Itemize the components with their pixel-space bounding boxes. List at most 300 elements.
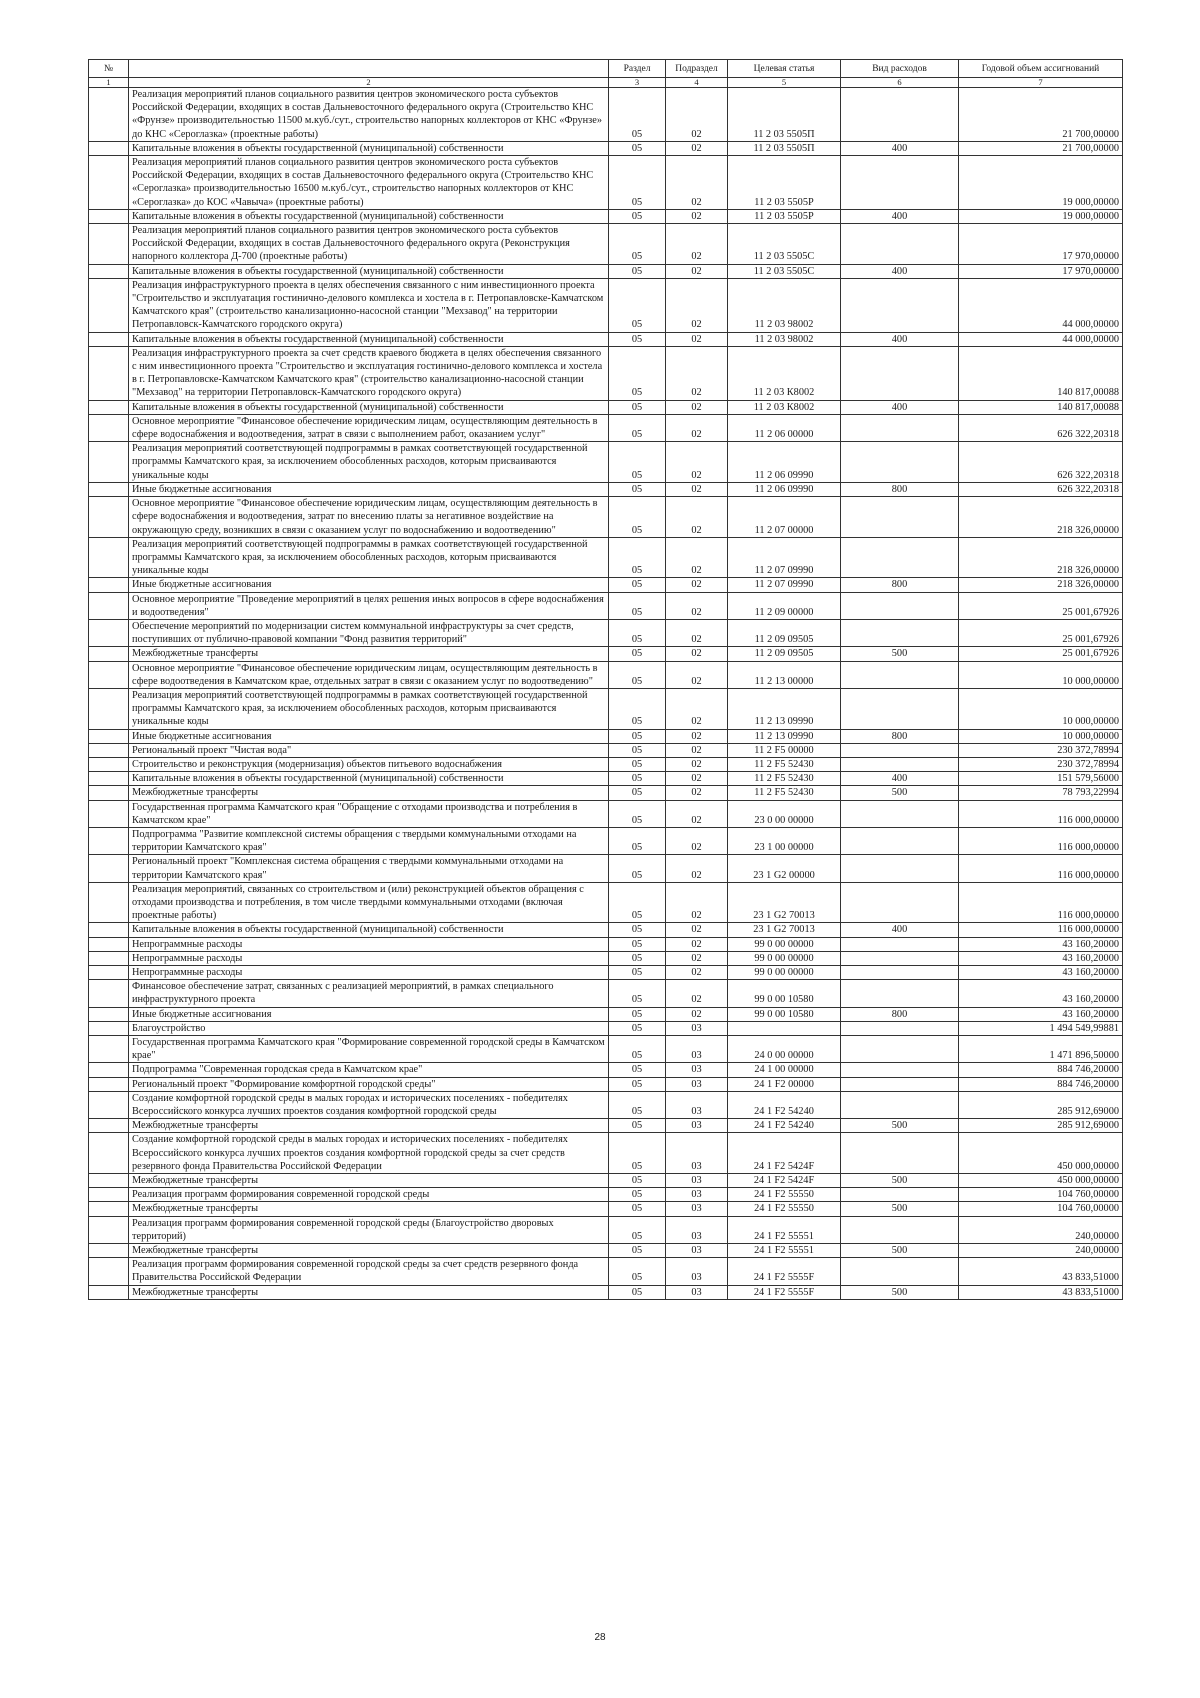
row-name-cell: Капитальные вложения в объекты государственной (муниципальной) собственности: [129, 264, 609, 278]
row-subsection-cell: 02: [666, 209, 728, 223]
row-article-cell: 11 2 07 00000: [728, 497, 841, 538]
row-no-cell: [89, 264, 129, 278]
row-expense-cell: [841, 156, 959, 210]
row-article-cell: 24 1 F2 5555F: [728, 1285, 841, 1299]
row-subsection-cell: 02: [666, 951, 728, 965]
row-subsection-cell: 02: [666, 923, 728, 937]
row-amount-cell: 218 326,00000: [959, 497, 1123, 538]
row-amount-cell: 43 160,20000: [959, 966, 1123, 980]
row-expense-cell: 500: [841, 1244, 959, 1258]
row-section-cell: 05: [609, 1021, 666, 1035]
row-article-cell: 11 2 07 09990: [728, 537, 841, 578]
row-expense-cell: 400: [841, 332, 959, 346]
table-row: [89, 661, 1123, 688]
row-name-cell: Непрограммные расходы: [129, 937, 609, 951]
row-no-cell: [89, 346, 129, 400]
table-row: [89, 647, 1123, 661]
row-article-cell: 11 2 03 К8002: [728, 400, 841, 414]
page-number: 28: [594, 1632, 606, 1643]
row-article-cell: 11 2 06 00000: [728, 414, 841, 441]
row-no-cell: [89, 332, 129, 346]
row-amount-cell: 626 322,20318: [959, 414, 1123, 441]
table-row: [89, 980, 1123, 1007]
row-article-cell: 99 0 00 00000: [728, 951, 841, 965]
row-subsection-cell: 02: [666, 400, 728, 414]
row-subsection-cell: 02: [666, 156, 728, 210]
row-no-cell: [89, 772, 129, 786]
row-no-cell: [89, 688, 129, 729]
table-row: [89, 882, 1123, 923]
row-section-cell: 05: [609, 647, 666, 661]
row-article-cell: 11 2 13 09990: [728, 688, 841, 729]
row-amount-cell: 151 579,56000: [959, 772, 1123, 786]
table-row: [89, 1091, 1123, 1118]
row-subsection-cell: 02: [666, 578, 728, 592]
row-article-cell: 99 0 00 00000: [728, 966, 841, 980]
row-amount-cell: 240,00000: [959, 1244, 1123, 1258]
row-article-cell: 11 2 F5 52430: [728, 757, 841, 771]
row-no-cell: [89, 209, 129, 223]
row-expense-cell: [841, 88, 959, 142]
table-row: [89, 966, 1123, 980]
column-number: 7: [959, 78, 1123, 88]
row-amount-cell: 43 833,51000: [959, 1258, 1123, 1285]
row-amount-cell: 116 000,00000: [959, 855, 1123, 882]
row-expense-cell: [841, 1188, 959, 1202]
row-expense-cell: [841, 951, 959, 965]
table-row: [89, 937, 1123, 951]
row-section-cell: 05: [609, 346, 666, 400]
table-row: [89, 1244, 1123, 1258]
table-row: [89, 1216, 1123, 1243]
row-amount-cell: 218 326,00000: [959, 537, 1123, 578]
row-expense-cell: 500: [841, 786, 959, 800]
row-section-cell: 05: [609, 278, 666, 332]
row-subsection-cell: 02: [666, 537, 728, 578]
row-no-cell: [89, 827, 129, 854]
row-expense-cell: [841, 346, 959, 400]
table-row: [89, 1007, 1123, 1021]
table-row: [89, 772, 1123, 786]
row-amount-cell: 44 000,00000: [959, 278, 1123, 332]
row-article-cell: 11 2 03 К8002: [728, 346, 841, 400]
row-expense-cell: 500: [841, 1119, 959, 1133]
row-name-cell: Государственная программа Камчатского края "Обращение с отходами производства и потребления в Камчатском крае": [129, 800, 609, 827]
row-no-cell: [89, 414, 129, 441]
table-row: [89, 592, 1123, 619]
row-expense-cell: [841, 1133, 959, 1174]
row-amount-cell: 25 001,67926: [959, 592, 1123, 619]
row-section-cell: 05: [609, 855, 666, 882]
row-no-cell: [89, 1036, 129, 1063]
row-subsection-cell: 02: [666, 966, 728, 980]
row-article-cell: 99 0 00 00000: [728, 937, 841, 951]
row-no-cell: [89, 1133, 129, 1174]
row-article-cell: 11 2 03 5505П: [728, 141, 841, 155]
row-subsection-cell: 02: [666, 592, 728, 619]
row-expense-cell: 400: [841, 209, 959, 223]
row-no-cell: [89, 1063, 129, 1077]
row-section-cell: 05: [609, 951, 666, 965]
row-subsection-cell: 02: [666, 264, 728, 278]
row-expense-cell: 500: [841, 647, 959, 661]
header-section: Раздел: [609, 60, 666, 78]
row-name-cell: Строительство и реконструкция (модернизация) объектов питьевого водоснабжения: [129, 757, 609, 771]
row-expense-cell: 500: [841, 1285, 959, 1299]
row-subsection-cell: 03: [666, 1119, 728, 1133]
row-section-cell: 05: [609, 786, 666, 800]
row-name-cell: Капитальные вложения в объекты государственной (муниципальной) собственности: [129, 923, 609, 937]
row-name-cell: Капитальные вложения в объекты государственной (муниципальной) собственности: [129, 332, 609, 346]
row-name-cell: Региональный проект "Формирование комфортной городской среды": [129, 1077, 609, 1091]
row-subsection-cell: 02: [666, 647, 728, 661]
row-expense-cell: [841, 1258, 959, 1285]
row-subsection-cell: 03: [666, 1258, 728, 1285]
row-subsection-cell: 03: [666, 1091, 728, 1118]
row-no-cell: [89, 980, 129, 1007]
row-section-cell: 05: [609, 882, 666, 923]
row-name-cell: Финансовое обеспечение затрат, связанных с реализацией мероприятий, в рамках специального инфраструктурного проекта: [129, 980, 609, 1007]
row-name-cell: Реализация мероприятий соответствующей подпрограммы в рамках соответствующей государственной программы Камчатского края, за исключением обособленных расходов, которым присваиваются уникальные коды: [129, 442, 609, 483]
row-no-cell: [89, 1202, 129, 1216]
table-row: [89, 1188, 1123, 1202]
table-row: [89, 224, 1123, 265]
row-section-cell: 05: [609, 88, 666, 142]
table-row: [89, 619, 1123, 646]
row-article-cell: 23 0 00 00000: [728, 800, 841, 827]
row-article-cell: 24 1 F2 55551: [728, 1216, 841, 1243]
row-name-cell: Капитальные вложения в объекты государственной (муниципальной) собственности: [129, 400, 609, 414]
row-no-cell: [89, 1216, 129, 1243]
table-body: [89, 88, 1123, 1300]
row-name-cell: Обеспечение мероприятий по модернизации систем коммунальной инфраструктуры за счет средств, поступивших от публично-правовой компании "Фонд развития территорий": [129, 619, 609, 646]
table-row: [89, 688, 1123, 729]
table-row: [89, 264, 1123, 278]
row-expense-cell: [841, 278, 959, 332]
table-row: [89, 951, 1123, 965]
row-article-cell: 11 2 09 09505: [728, 619, 841, 646]
row-subsection-cell: 03: [666, 1285, 728, 1299]
row-amount-cell: 285 912,69000: [959, 1091, 1123, 1118]
table-row: [89, 1036, 1123, 1063]
table-header-row: [89, 60, 1123, 78]
row-expense-cell: [841, 1077, 959, 1091]
row-article-cell: 11 2 03 5505С: [728, 224, 841, 265]
row-subsection-cell: 02: [666, 882, 728, 923]
header-subsection: Подраздел: [666, 60, 728, 78]
row-section-cell: 05: [609, 772, 666, 786]
row-expense-cell: [841, 743, 959, 757]
row-expense-cell: [841, 980, 959, 1007]
row-name-cell: Реализация программ формирования современной городской среды за счет средств резервного фонда Правительства Российской Федерации: [129, 1258, 609, 1285]
row-name-cell: Основное мероприятие "Финансовое обеспечение юридическим лицам, осуществляющим деятельность в сфере водоотведения в Камчатском крае, отдельных затрат в связи с оказанием услуг по водоотведению": [129, 661, 609, 688]
row-amount-cell: 19 000,00000: [959, 209, 1123, 223]
table-row: [89, 800, 1123, 827]
row-expense-cell: 800: [841, 729, 959, 743]
row-article-cell: 24 0 00 00000: [728, 1036, 841, 1063]
row-expense-cell: 400: [841, 264, 959, 278]
row-section-cell: 05: [609, 661, 666, 688]
row-amount-cell: 626 322,20318: [959, 482, 1123, 496]
row-section-cell: 05: [609, 141, 666, 155]
row-amount-cell: 17 970,00000: [959, 224, 1123, 265]
table-row: [89, 1258, 1123, 1285]
row-no-cell: [89, 141, 129, 155]
row-expense-cell: 800: [841, 1007, 959, 1021]
row-name-cell: Межбюджетные трансферты: [129, 1174, 609, 1188]
row-name-cell: Создание комфортной городской среды в малых городах и исторических поселениях - победителях Всероссийского конкурса лучших проектов создания комфортной городской среды: [129, 1091, 609, 1118]
row-article-cell: 11 2 13 00000: [728, 661, 841, 688]
row-subsection-cell: 02: [666, 786, 728, 800]
row-no-cell: [89, 1077, 129, 1091]
row-subsection-cell: 02: [666, 827, 728, 854]
table-row: [89, 482, 1123, 496]
row-article-cell: 11 2 03 98002: [728, 332, 841, 346]
row-amount-cell: 1 471 896,50000: [959, 1036, 1123, 1063]
row-expense-cell: [841, 224, 959, 265]
row-no-cell: [89, 937, 129, 951]
row-name-cell: Межбюджетные трансферты: [129, 1119, 609, 1133]
row-subsection-cell: 02: [666, 332, 728, 346]
row-subsection-cell: 03: [666, 1036, 728, 1063]
row-no-cell: [89, 882, 129, 923]
row-amount-cell: 44 000,00000: [959, 332, 1123, 346]
row-expense-cell: [841, 688, 959, 729]
row-section-cell: 05: [609, 1216, 666, 1243]
row-name-cell: Региональный проект "Комплексная система обращения с твердыми коммунальными отходами на территории Камчатского края": [129, 855, 609, 882]
row-expense-cell: [841, 661, 959, 688]
row-article-cell: 11 2 07 09990: [728, 578, 841, 592]
row-amount-cell: 25 001,67926: [959, 619, 1123, 646]
row-name-cell: Создание комфортной городской среды в малых городах и исторических поселениях - победителях Всероссийского конкурса лучших проектов создания комфортной городской среды за счет средств резервного фонда Правительства Российской Федерации: [129, 1133, 609, 1174]
row-expense-cell: 400: [841, 141, 959, 155]
row-expense-cell: [841, 882, 959, 923]
row-section-cell: 05: [609, 619, 666, 646]
row-name-cell: Капитальные вложения в объекты государственной (муниципальной) собственности: [129, 141, 609, 155]
row-no-cell: [89, 786, 129, 800]
row-section-cell: 05: [609, 264, 666, 278]
budget-table: [88, 59, 1123, 1300]
row-no-cell: [89, 1119, 129, 1133]
header-name: [129, 60, 609, 78]
row-amount-cell: 450 000,00000: [959, 1133, 1123, 1174]
row-article-cell: 24 1 F2 00000: [728, 1077, 841, 1091]
header-annual-volume: Годовой объем ассигнований: [959, 60, 1123, 78]
row-section-cell: 05: [609, 1285, 666, 1299]
row-subsection-cell: 02: [666, 224, 728, 265]
row-article-cell: 24 1 00 00000: [728, 1063, 841, 1077]
row-amount-cell: 230 372,78994: [959, 757, 1123, 771]
row-expense-cell: [841, 1091, 959, 1118]
row-expense-cell: [841, 1021, 959, 1035]
table-row: [89, 757, 1123, 771]
table-row: [89, 497, 1123, 538]
row-section-cell: 05: [609, 1174, 666, 1188]
table-row: [89, 1077, 1123, 1091]
row-section-cell: 05: [609, 729, 666, 743]
table-row: [89, 786, 1123, 800]
row-subsection-cell: 02: [666, 1007, 728, 1021]
row-subsection-cell: 02: [666, 855, 728, 882]
row-article-cell: 24 1 F2 54240: [728, 1119, 841, 1133]
row-amount-cell: 10 000,00000: [959, 729, 1123, 743]
row-no-cell: [89, 224, 129, 265]
row-amount-cell: 104 760,00000: [959, 1188, 1123, 1202]
row-name-cell: Реализация мероприятий планов социального развития центров экономического роста субъектов Российской Федерации, входящих в состав Дальневосточного федерального округа (Строительство КНС «Сероглазка» производительностью 16500 м.куб./сут., строительство напорных коллекторов от КНС «Сероглазка» до КОС «Чавыча» (проектные работы): [129, 156, 609, 210]
row-subsection-cell: 02: [666, 497, 728, 538]
row-section-cell: 05: [609, 1077, 666, 1091]
row-article-cell: 24 1 F2 5555F: [728, 1258, 841, 1285]
column-number: 1: [89, 78, 129, 88]
row-subsection-cell: 02: [666, 141, 728, 155]
row-name-cell: Непрограммные расходы: [129, 951, 609, 965]
row-section-cell: 05: [609, 1063, 666, 1077]
header-expense-type: Вид расходов: [841, 60, 959, 78]
row-no-cell: [89, 1258, 129, 1285]
row-no-cell: [89, 1007, 129, 1021]
row-no-cell: [89, 482, 129, 496]
row-expense-cell: 400: [841, 923, 959, 937]
row-amount-cell: 19 000,00000: [959, 156, 1123, 210]
row-article-cell: 11 2 03 98002: [728, 278, 841, 332]
row-section-cell: 05: [609, 1091, 666, 1118]
row-name-cell: Реализация мероприятий планов социального развития центров экономического роста субъектов Российской Федерации, входящих в состав Дальневосточного федерального округа (Строительство КНС «Фрунзе» производительностью 11500 м.куб./сут., строительство напорных коллекторов от КНС «Фрунзе» до КНС «Сероглазка» (проектные работы): [129, 88, 609, 142]
row-subsection-cell: 03: [666, 1202, 728, 1216]
header-target-article: Целевая статья: [728, 60, 841, 78]
row-amount-cell: 116 000,00000: [959, 882, 1123, 923]
table-row: [89, 414, 1123, 441]
row-article-cell: 99 0 00 10580: [728, 980, 841, 1007]
row-no-cell: [89, 1188, 129, 1202]
row-name-cell: Межбюджетные трансферты: [129, 786, 609, 800]
row-article-cell: 11 2 03 5505П: [728, 88, 841, 142]
table-row: [89, 578, 1123, 592]
row-subsection-cell: 03: [666, 1188, 728, 1202]
row-no-cell: [89, 800, 129, 827]
row-subsection-cell: 02: [666, 757, 728, 771]
header-no: №: [89, 60, 129, 78]
row-no-cell: [89, 966, 129, 980]
table-row: [89, 1174, 1123, 1188]
row-expense-cell: 500: [841, 1174, 959, 1188]
row-name-cell: Подпрограмма "Развитие комплексной системы обращения с твердыми коммунальными отходами на территории Камчатского края": [129, 827, 609, 854]
row-name-cell: Реализация мероприятий соответствующей подпрограммы в рамках соответствующей государственной программы Камчатского края, за исключением обособленных расходов, которым присваиваются уникальные коды: [129, 537, 609, 578]
row-subsection-cell: 02: [666, 980, 728, 1007]
row-amount-cell: 285 912,69000: [959, 1119, 1123, 1133]
row-name-cell: Реализация инфраструктурного проекта за счет средств краевого бюджета в целях обеспечения связанного с ним инвестиционного проекта "Строительство и эксплуатация гостинично-делового комплекса и хостела в г. Петропавловске-Камчатском Камчатского края" (строительство канализационно-насосной станции "Мехзавод" на территории Петропавловск-Камчатского городского округа): [129, 346, 609, 400]
row-section-cell: 05: [609, 482, 666, 496]
table-row: [89, 537, 1123, 578]
row-expense-cell: 400: [841, 772, 959, 786]
row-subsection-cell: 02: [666, 278, 728, 332]
row-expense-cell: [841, 966, 959, 980]
row-subsection-cell: 02: [666, 346, 728, 400]
row-article-cell: 23 1 G2 70013: [728, 882, 841, 923]
row-name-cell: Иные бюджетные ассигнования: [129, 578, 609, 592]
row-no-cell: [89, 278, 129, 332]
table-row: [89, 278, 1123, 332]
row-subsection-cell: 02: [666, 800, 728, 827]
row-expense-cell: [841, 414, 959, 441]
row-amount-cell: 21 700,00000: [959, 141, 1123, 155]
row-section-cell: 05: [609, 1119, 666, 1133]
row-no-cell: [89, 1091, 129, 1118]
row-section-cell: 05: [609, 156, 666, 210]
table-row: [89, 1133, 1123, 1174]
table-row: [89, 1119, 1123, 1133]
row-amount-cell: 21 700,00000: [959, 88, 1123, 142]
row-section-cell: 05: [609, 497, 666, 538]
row-amount-cell: 104 760,00000: [959, 1202, 1123, 1216]
table-row: [89, 400, 1123, 414]
row-amount-cell: 43 160,20000: [959, 951, 1123, 965]
row-article-cell: 11 2 09 00000: [728, 592, 841, 619]
row-expense-cell: [841, 855, 959, 882]
row-article-cell: 11 2 F5 00000: [728, 743, 841, 757]
row-section-cell: 05: [609, 923, 666, 937]
row-section-cell: 05: [609, 537, 666, 578]
row-name-cell: Капитальные вложения в объекты государственной (муниципальной) собственности: [129, 209, 609, 223]
row-article-cell: 11 2 03 5505Р: [728, 209, 841, 223]
table-row: [89, 156, 1123, 210]
row-name-cell: Межбюджетные трансферты: [129, 1285, 609, 1299]
row-no-cell: [89, 661, 129, 688]
row-amount-cell: 140 817,00088: [959, 346, 1123, 400]
row-name-cell: Основное мероприятие "Проведение мероприятий в целях решения иных вопросов в сфере водоснабжения и водоотведения": [129, 592, 609, 619]
row-amount-cell: 116 000,00000: [959, 800, 1123, 827]
table-row: [89, 1202, 1123, 1216]
row-section-cell: 05: [609, 800, 666, 827]
row-expense-cell: 400: [841, 400, 959, 414]
row-article-cell: 24 1 F2 55551: [728, 1244, 841, 1258]
row-amount-cell: 450 000,00000: [959, 1174, 1123, 1188]
row-no-cell: [89, 442, 129, 483]
row-subsection-cell: 03: [666, 1216, 728, 1243]
row-name-cell: Благоустройство: [129, 1021, 609, 1035]
column-number: 6: [841, 78, 959, 88]
row-section-cell: 05: [609, 743, 666, 757]
row-amount-cell: 10 000,00000: [959, 661, 1123, 688]
row-article-cell: 23 1 G2 70013: [728, 923, 841, 937]
row-article-cell: 11 2 06 09990: [728, 482, 841, 496]
row-no-cell: [89, 743, 129, 757]
row-name-cell: Реализация программ формирования современной городской среды: [129, 1188, 609, 1202]
row-name-cell: Межбюджетные трансферты: [129, 1202, 609, 1216]
row-amount-cell: 626 322,20318: [959, 442, 1123, 483]
row-no-cell: [89, 1174, 129, 1188]
row-section-cell: 05: [609, 224, 666, 265]
row-name-cell: Реализация инфраструктурного проекта в целях обеспечения связанного с ним инвестиционного проекта "Строительство и эксплуатация гостинично-делового комплекса и хостела в г. Петропавловске-Камчатском Камчатского края" (строительство канализационно-насосной станции "Мехзавод" на территории Петропавловск-Камчатского городского округа): [129, 278, 609, 332]
row-subsection-cell: 02: [666, 937, 728, 951]
row-amount-cell: 884 746,20000: [959, 1063, 1123, 1077]
row-subsection-cell: 02: [666, 772, 728, 786]
row-section-cell: 05: [609, 966, 666, 980]
row-expense-cell: [841, 442, 959, 483]
row-name-cell: Межбюджетные трансферты: [129, 647, 609, 661]
row-amount-cell: 116 000,00000: [959, 827, 1123, 854]
row-subsection-cell: 02: [666, 88, 728, 142]
row-article-cell: [728, 1021, 841, 1035]
row-subsection-cell: 03: [666, 1021, 728, 1035]
row-subsection-cell: 02: [666, 442, 728, 483]
row-subsection-cell: 02: [666, 688, 728, 729]
table-row: [89, 1285, 1123, 1299]
table-row: [89, 923, 1123, 937]
row-amount-cell: 43 160,20000: [959, 980, 1123, 1007]
row-no-cell: [89, 1244, 129, 1258]
row-no-cell: [89, 156, 129, 210]
row-amount-cell: 43 833,51000: [959, 1285, 1123, 1299]
